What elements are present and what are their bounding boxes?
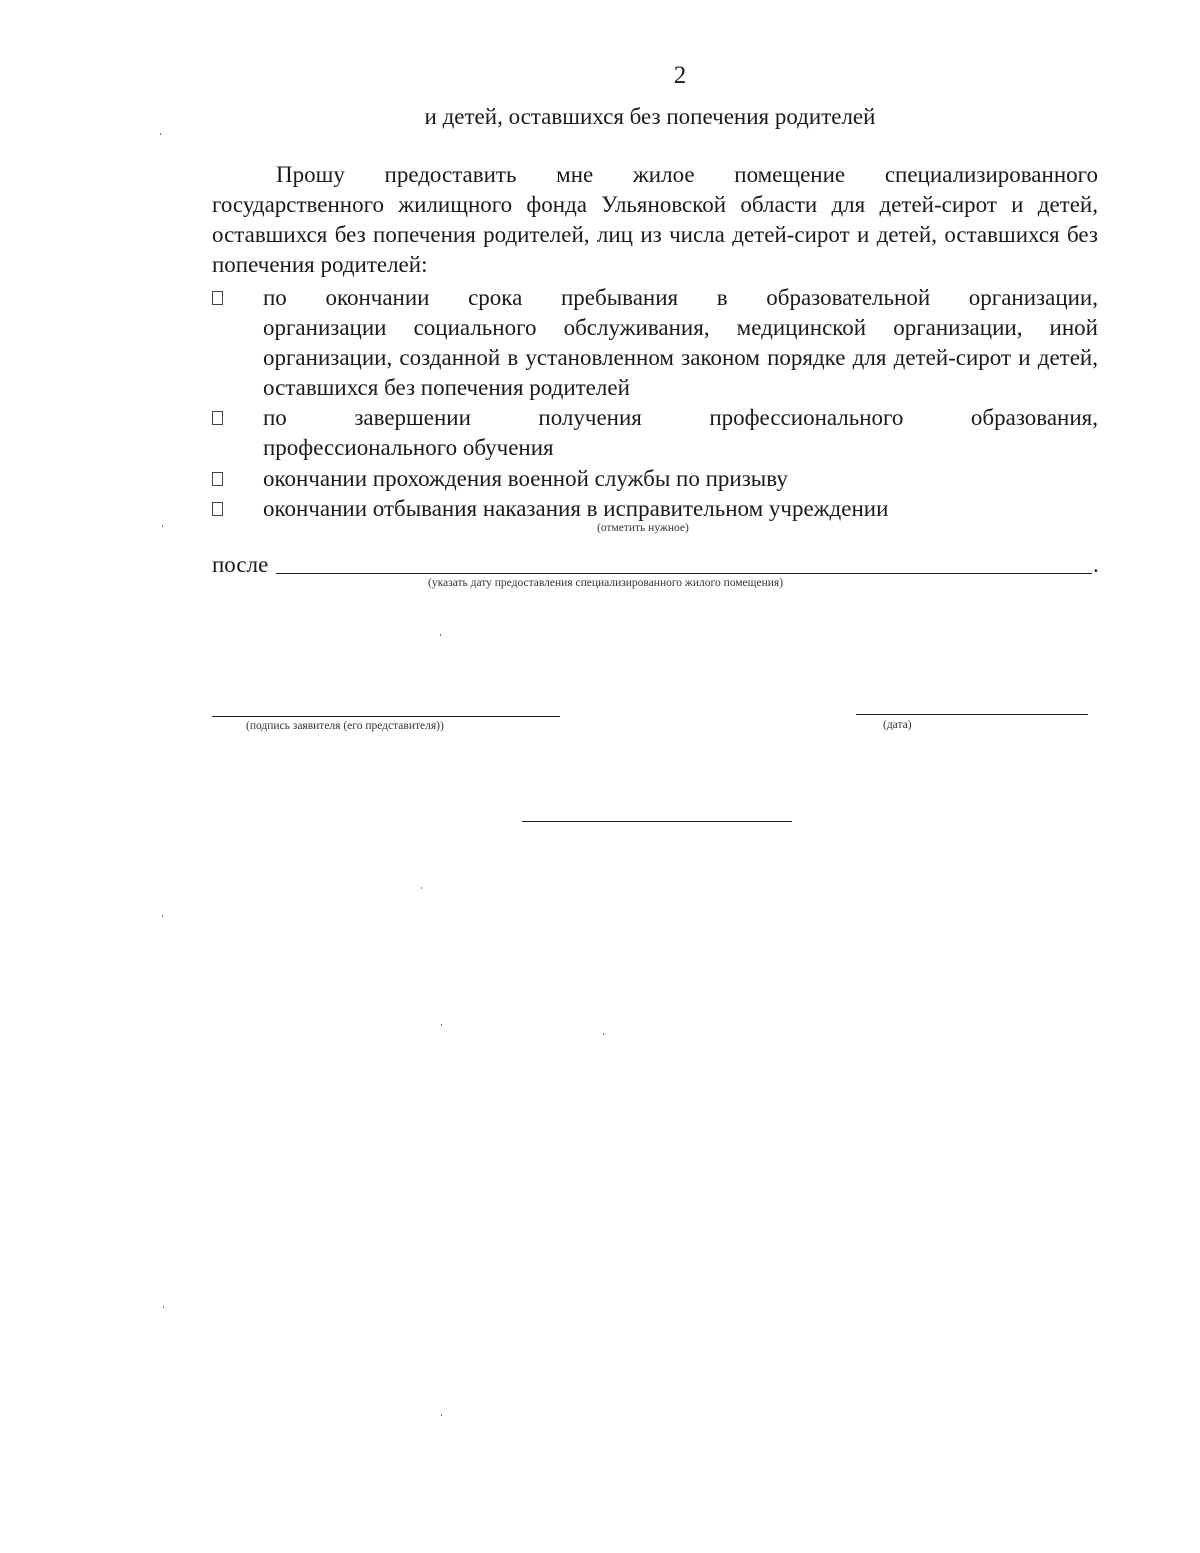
scan-speck <box>441 1414 442 1416</box>
option-text-line1: окончании прохождения военной службы по призыву <box>263 466 788 491</box>
scan-speck <box>160 133 161 135</box>
option-text <box>263 494 1098 524</box>
scan-speck <box>603 1033 604 1035</box>
scan-speck <box>421 887 422 889</box>
scan-speck <box>441 1024 442 1026</box>
option-text-line1: по завершении получения профессионального образования, <box>263 405 1098 430</box>
scan-speck <box>162 525 163 527</box>
option-text <box>263 464 1098 494</box>
option-text-rest: профессионального обучения <box>263 435 554 460</box>
option-checkbox[interactable] <box>212 472 223 486</box>
scan-speck <box>440 634 441 636</box>
option-text <box>263 283 1098 403</box>
scan-speck <box>163 1306 164 1308</box>
option-text <box>263 403 1098 463</box>
after-label: после <box>212 552 269 577</box>
date-caption: (дата) <box>883 719 912 731</box>
request-paragraph: Прошу предоставить мне жилое помещение специализированного государственного жилищного фонда Ульяновской области для детей-сирот и детей, оставшихся без попечения родителей, лиц из числа детей-сирот и детей, оставшихся без попечения родителей: <box>212 162 1098 277</box>
signature-field[interactable] <box>212 716 560 717</box>
page-number: 2 <box>673 62 687 89</box>
option-text-rest: организации социального обслуживания, медицинской организации, иной организации, созданной в установленном законом порядке для детей-сирот и детей, оставшихся без попечения родителей <box>263 315 1098 400</box>
option-checkbox[interactable] <box>212 411 223 425</box>
heading-continuation: и детей, оставшихся без попечения родителей <box>424 104 876 129</box>
date-field[interactable] <box>856 714 1088 715</box>
after-date-field[interactable] <box>276 573 1092 574</box>
closing-separator <box>522 821 792 822</box>
option-text-line1: окончании отбывания наказания в исправительном учреждении <box>263 496 889 521</box>
after-date-caption: (указать дату предоставления специализированного жилого помещения) <box>428 577 784 589</box>
signature-caption: (подпись заявителя (его представителя)) <box>246 720 444 732</box>
option-checkbox[interactable] <box>212 291 223 305</box>
after-dot: . <box>1093 552 1099 577</box>
option-text-line1: по окончании срока пребывания в образовательной организации, <box>263 285 1098 310</box>
option-checkbox[interactable] <box>212 502 223 516</box>
options-caption: (отметить нужное) <box>597 522 689 534</box>
scan-speck <box>162 915 163 917</box>
